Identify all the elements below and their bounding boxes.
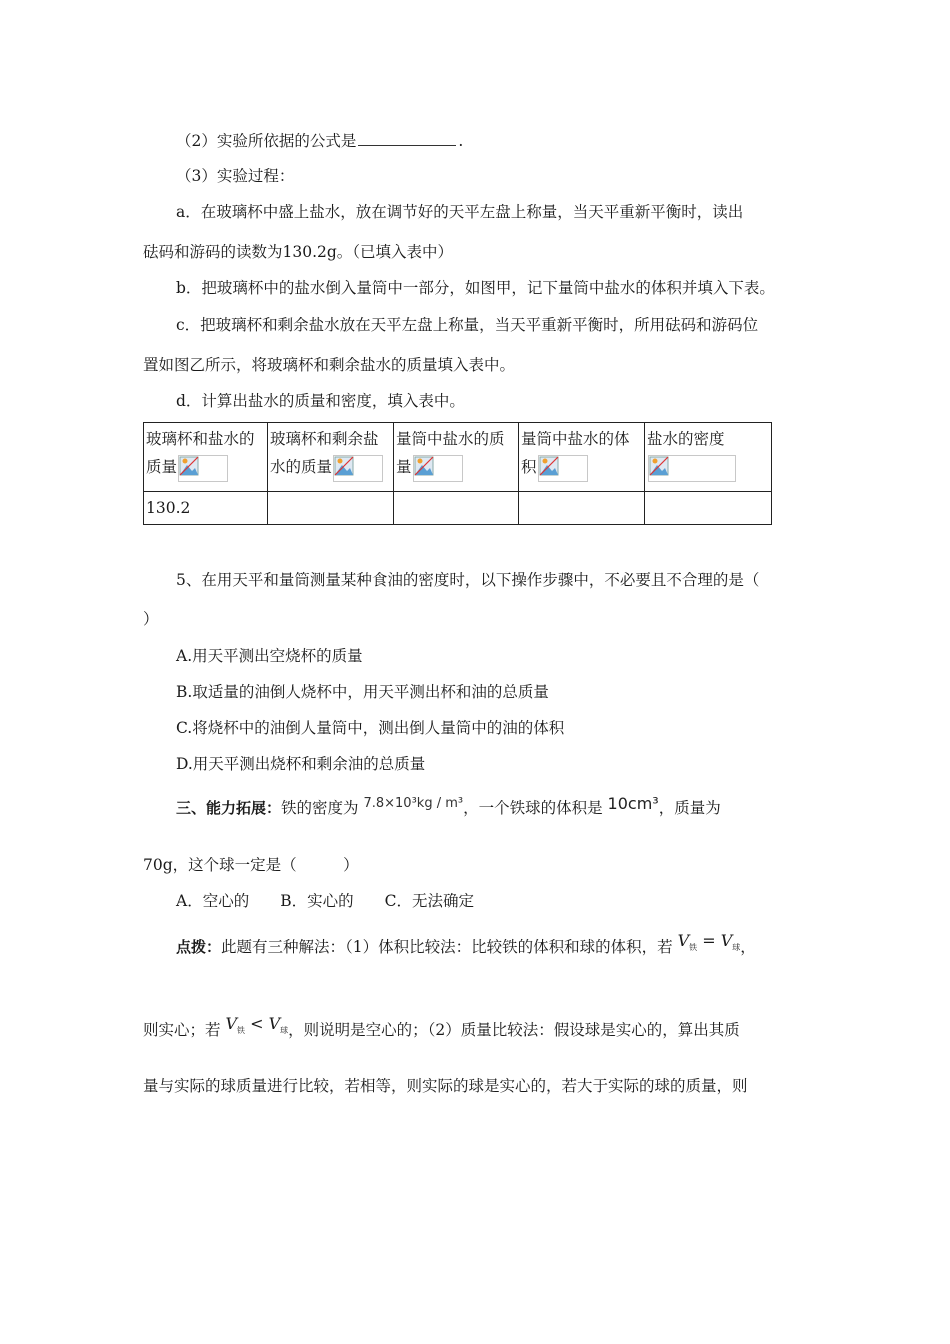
v-iron-formula: $V_铁 = V_球$: [677, 931, 741, 953]
hint-text1-end: ，: [740, 938, 756, 956]
table-cell[interactable]: [394, 492, 519, 525]
q5-option-c: C.将烧杯中的油倒人量筒中，测出倒人量筒中的油的体积: [176, 719, 565, 737]
unit-image-placeholder: [333, 455, 383, 482]
q5-option-d: D.用天平测出烧杯和剩余油的总质量: [176, 755, 426, 773]
hint-line1: [176, 931, 756, 959]
table-row: [144, 492, 772, 525]
step-b: b．把玻璃杯中的盐水倒入量筒中一部分，如图甲，记下量筒中盐水的体积并填入下表。: [176, 279, 775, 297]
hint-line2: [143, 1014, 740, 1042]
step-c-line2: 置如图乙所示，将玻璃杯和剩余盐水的质量填入表中。: [143, 356, 516, 374]
q5-stem-line1: 5、在用天平和量筒测量某种食油的密度时，以下操作步骤中，不必要且不合理的是（: [176, 571, 760, 589]
broken-image-icon: [414, 456, 434, 476]
table-header-row: [144, 423, 772, 492]
section3-text1: 铁的密度为: [281, 799, 359, 817]
step2-end: .: [458, 132, 464, 150]
section3-line2: 70g，这个球一定是（ ）: [143, 856, 359, 874]
broken-image-icon: [539, 456, 559, 476]
section3-heading: 三、能力拓展：: [176, 799, 282, 817]
hint-text1: 此题有三种解法：（1）体积比较法：比较铁的体积和球的体积，若: [221, 938, 673, 956]
step-d: d．计算出盐水的质量和密度，填入表中。: [176, 392, 465, 410]
hint-heading: 点拨：: [176, 938, 222, 956]
broken-image-icon: [179, 456, 199, 476]
step3-heading: （3）实验过程：: [176, 167, 295, 185]
q5-stem-line2: ）: [143, 610, 159, 628]
header-cell: 量筒中盐水的质 量: [394, 423, 519, 492]
section3-line1: [176, 796, 721, 818]
table-cell[interactable]: 130.2: [144, 492, 268, 525]
broken-image-icon: [334, 456, 354, 476]
table-cell[interactable]: [268, 492, 394, 525]
step-a-line1: a．在玻璃杯中盛上盐水，放在调节好的天平左盘上称量，当天平重新平衡时，读出: [176, 203, 744, 221]
broken-image-icon: [649, 456, 669, 476]
header-cell: 玻璃杯和盐水的 质量: [144, 423, 268, 492]
v-compare-formula: $V_铁 < V_球$: [225, 1014, 289, 1036]
volume-formula: 10cm³: [607, 794, 659, 813]
formula-blank[interactable]: [358, 131, 456, 146]
unit-image-placeholder: [648, 455, 736, 482]
unit-image-placeholder: [538, 455, 588, 482]
step2-line: [176, 129, 463, 151]
hint-line2-start: 则实心；若: [143, 1021, 221, 1039]
table-cell[interactable]: [645, 492, 772, 525]
unit-image-placeholder: [178, 455, 228, 482]
section3-options: A．空心的 B．实心的 C．无法确定: [176, 892, 474, 910]
section3-text2: ，一个铁球的体积是: [463, 799, 603, 817]
header-cell: 盐水的密度: [645, 423, 772, 492]
header-cell: 量筒中盐水的体 积: [519, 423, 645, 492]
hint-line2-end: ，则说明是空心的；（2）质量比较法：假设球是实心的，算出其质: [288, 1021, 740, 1039]
header-cell: 玻璃杯和剩余盐 水的质量: [268, 423, 394, 492]
table-cell[interactable]: [519, 492, 645, 525]
unit-image-placeholder: [413, 455, 463, 482]
section3-text3: ，质量为: [658, 799, 721, 817]
q5-option-a: A.用天平测出空烧杯的质量: [176, 647, 363, 665]
hint-line3: 量与实际的球质量进行比较，若相等，则实际的球是实心的，若大于实际的球的质量，则: [143, 1077, 748, 1095]
q5-option-b: B.取适量的油倒人烧杯中，用天平测出杯和油的总质量: [176, 683, 549, 701]
step-c-line1: c．把玻璃杯和剩余盐水放在天平左盘上称量，当天平重新平衡时，所用砝码和游码位: [176, 316, 759, 334]
data-table: [143, 422, 772, 525]
step2-label: （2）实验所依据的公式是: [176, 132, 357, 150]
step-a-line2: 砝码和游码的读数为130.2g。（已填入表中）: [143, 243, 454, 261]
density-formula: 7.8×10³kg / m³: [363, 796, 464, 811]
